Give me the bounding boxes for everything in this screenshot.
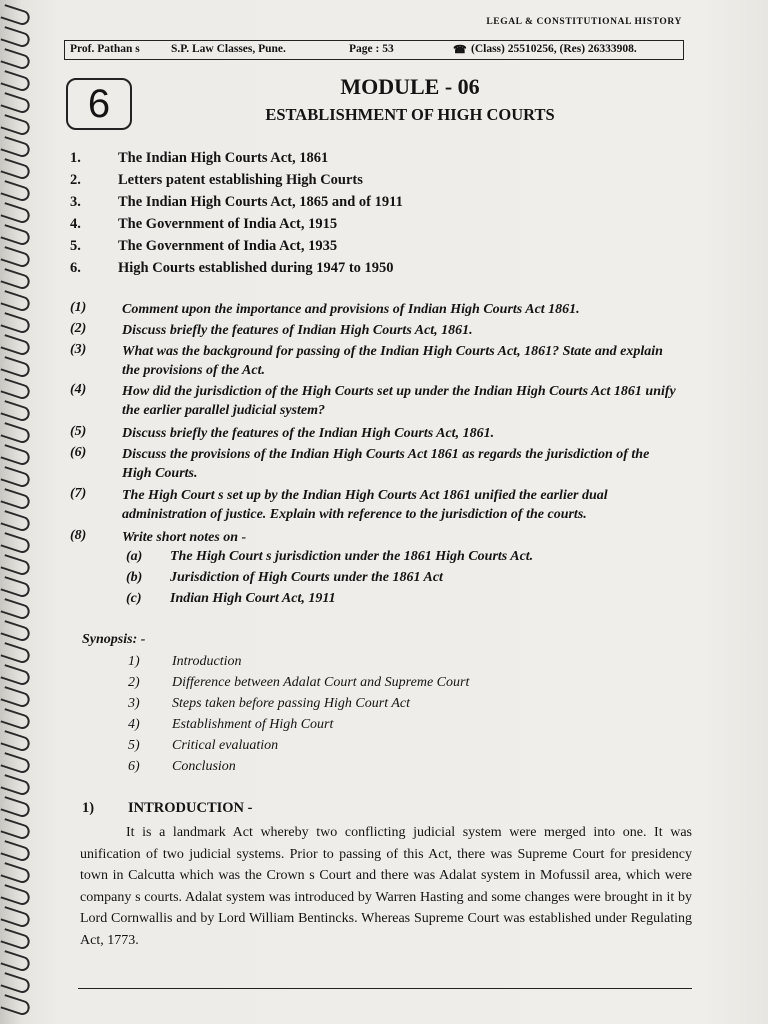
- spiral-ring: [0, 444, 31, 467]
- spiral-ring: [0, 4, 31, 27]
- item-text: The Indian High Courts Act, 1861: [118, 150, 329, 166]
- synopsis-number: 4): [128, 717, 140, 732]
- spiral-ring: [0, 774, 31, 797]
- spiral-ring: [0, 598, 31, 621]
- question-text: Discuss the provisions of the Indian High Courts Act 1861 as regards the jurisdiction of the High Courts.: [122, 447, 650, 481]
- note-letter: (a): [126, 549, 143, 564]
- spiral-ring: [0, 92, 31, 115]
- spiral-ring: [0, 708, 31, 731]
- spiral-ring: [0, 202, 31, 225]
- question-text: The High Court s set up by the Indian High Courts Act 1861 unified the earlier dual administration of justice. Explain with reference to the jurisdiction of the courts.: [122, 488, 608, 522]
- question-number: (5): [70, 424, 87, 439]
- spiral-ring: [0, 796, 31, 819]
- question-text: Write short notes on -: [122, 530, 247, 545]
- item-text: High Courts established during 1947 to 1950: [118, 260, 394, 276]
- spiral-ring: [0, 906, 31, 929]
- question-text: Comment upon the importance and provisions of Indian High Courts Act 1861.: [122, 302, 580, 317]
- question-text: How did the jurisdiction of the High Courts set up under the Indian High Courts Act 1861 unify the earlier parallel judicial system?: [122, 384, 676, 418]
- spiral-ring: [0, 818, 31, 841]
- module-subtitle: ESTABLISHMENT OF HIGH COURTS: [265, 105, 555, 124]
- synopsis-text: Conclusion: [172, 759, 236, 774]
- item-number: 2.: [70, 172, 81, 188]
- note-text: The High Court s jurisdiction under the 1861 High Courts Act.: [170, 549, 534, 564]
- question-number: (6): [70, 445, 87, 460]
- spiral-ring: [0, 488, 31, 511]
- spiral-ring: [0, 642, 31, 665]
- header-bar: [64, 40, 684, 60]
- module-number-box: [66, 78, 132, 130]
- synopsis-text: Establishment of High Court: [172, 717, 334, 732]
- synopsis-number: 2): [128, 675, 140, 690]
- question-number: (8): [70, 528, 87, 543]
- question-number: (3): [70, 342, 87, 357]
- question-number: (4): [70, 382, 87, 397]
- question-number: (2): [70, 321, 87, 336]
- spiral-ring: [0, 620, 31, 643]
- spiral-ring: [0, 136, 31, 159]
- question-number: (7): [70, 486, 87, 501]
- spiral-ring: [0, 576, 31, 599]
- module-number: 6: [87, 82, 111, 126]
- spiral-ring: [0, 48, 31, 71]
- spiral-ring: [0, 70, 31, 93]
- spiral-ring: [0, 686, 31, 709]
- page-number: Page : 53: [349, 43, 394, 55]
- spiral-ring: [0, 334, 31, 357]
- spiral-ring: [0, 730, 31, 753]
- note-letter: (c): [126, 591, 142, 606]
- synopsis-number: 6): [128, 759, 140, 774]
- spiral-ring: [0, 950, 31, 973]
- spiral-ring: [0, 312, 31, 335]
- spiral-ring: [0, 884, 31, 907]
- note-text: Indian High Court Act, 1911: [170, 591, 336, 606]
- spiral-ring: [0, 972, 31, 995]
- spiral-ring: [0, 246, 31, 269]
- spiral-ring: [0, 466, 31, 489]
- item-number: 3.: [70, 194, 81, 210]
- item-text: Letters patent establishing High Courts: [118, 172, 363, 188]
- question-text: Discuss briefly the features of the Indian High Courts Act, 1861.: [122, 426, 495, 441]
- spiral-ring: [0, 268, 31, 291]
- spiral-ring: [0, 994, 31, 1017]
- spiral-ring: [0, 664, 31, 687]
- spiral-ring: [0, 752, 31, 775]
- item-text: The Government of India Act, 1935: [118, 238, 338, 254]
- spiral-ring: [0, 356, 31, 379]
- item-number: 1.: [70, 150, 81, 166]
- spiral-ring: [0, 26, 31, 49]
- spiral-ring: [0, 224, 31, 247]
- spiral-ring: [0, 862, 31, 885]
- synopsis-text: Difference between Adalat Court and Supreme Court: [172, 675, 470, 690]
- synopsis-heading: Synopsis: -: [82, 632, 146, 647]
- introduction-paragraph: It is a landmark Act whereby two conflicting judicial system were merged into one. It was unification of two judicial systems. Prior to passing of this Act, there was Supreme Court for presidency town in Calcutta which was the Crown s Court and there was Adalat system in Mofussil area, which were company s courts. Adalat system was introduced by Warren Hasting and some changes were brought in it by Lord Cornwallis and by Lord William Bentincks. Whereas Supreme Court was established under Regulating Act, 1773.: [80, 825, 692, 948]
- question-number: (1): [70, 300, 87, 315]
- item-number: 6.: [70, 260, 81, 276]
- spiral-binding: [0, 0, 40, 1024]
- item-number: 5.: [70, 238, 81, 254]
- synopsis-number: 3): [128, 696, 140, 711]
- institute-name: S.P. Law Classes, Pune.: [171, 43, 286, 55]
- spiral-ring: [0, 290, 31, 313]
- spiral-ring: [0, 510, 31, 533]
- synopsis-number: 5): [128, 738, 140, 753]
- spiral-ring: [0, 400, 31, 423]
- item-text: The Indian High Courts Act, 1865 and of 1911: [118, 194, 403, 210]
- item-text: The Government of India Act, 1915: [118, 216, 338, 232]
- author-name: Prof. Pathan s: [70, 43, 140, 55]
- spiral-ring: [0, 554, 31, 577]
- spiral-ring: [0, 180, 31, 203]
- running-header: LEGAL & CONSTITUTIONAL HISTORY: [486, 17, 682, 27]
- spiral-ring: [0, 114, 31, 137]
- spiral-ring: [0, 158, 31, 181]
- spiral-ring: [0, 840, 31, 863]
- question-text: What was the background for passing of the Indian High Courts Act, 1861? State and explain the provisions of the Act.: [122, 344, 663, 378]
- note-letter: (b): [126, 570, 143, 585]
- contact-numbers: (Class) 25510256, (Res) 26333908.: [471, 43, 637, 55]
- section-title: INTRODUCTION -: [128, 800, 253, 816]
- synopsis-text: Critical evaluation: [172, 738, 279, 753]
- telephone-icon: ☎: [453, 44, 467, 56]
- spiral-ring: [0, 378, 31, 401]
- footer-rule: [78, 988, 692, 989]
- spiral-ring: [0, 422, 31, 445]
- item-number: 4.: [70, 216, 81, 232]
- synopsis-text: Introduction: [172, 654, 242, 669]
- question-text: Discuss briefly the features of Indian High Courts Act, 1861.: [122, 323, 473, 338]
- note-text: Jurisdiction of High Courts under the 1861 Act: [170, 570, 443, 585]
- section-number: 1): [82, 800, 95, 816]
- synopsis-text: Steps taken before passing High Court Act: [172, 696, 410, 711]
- module-title: MODULE - 06: [340, 74, 480, 99]
- spiral-ring: [0, 532, 31, 555]
- synopsis-number: 1): [128, 654, 140, 669]
- spiral-ring: [0, 928, 31, 951]
